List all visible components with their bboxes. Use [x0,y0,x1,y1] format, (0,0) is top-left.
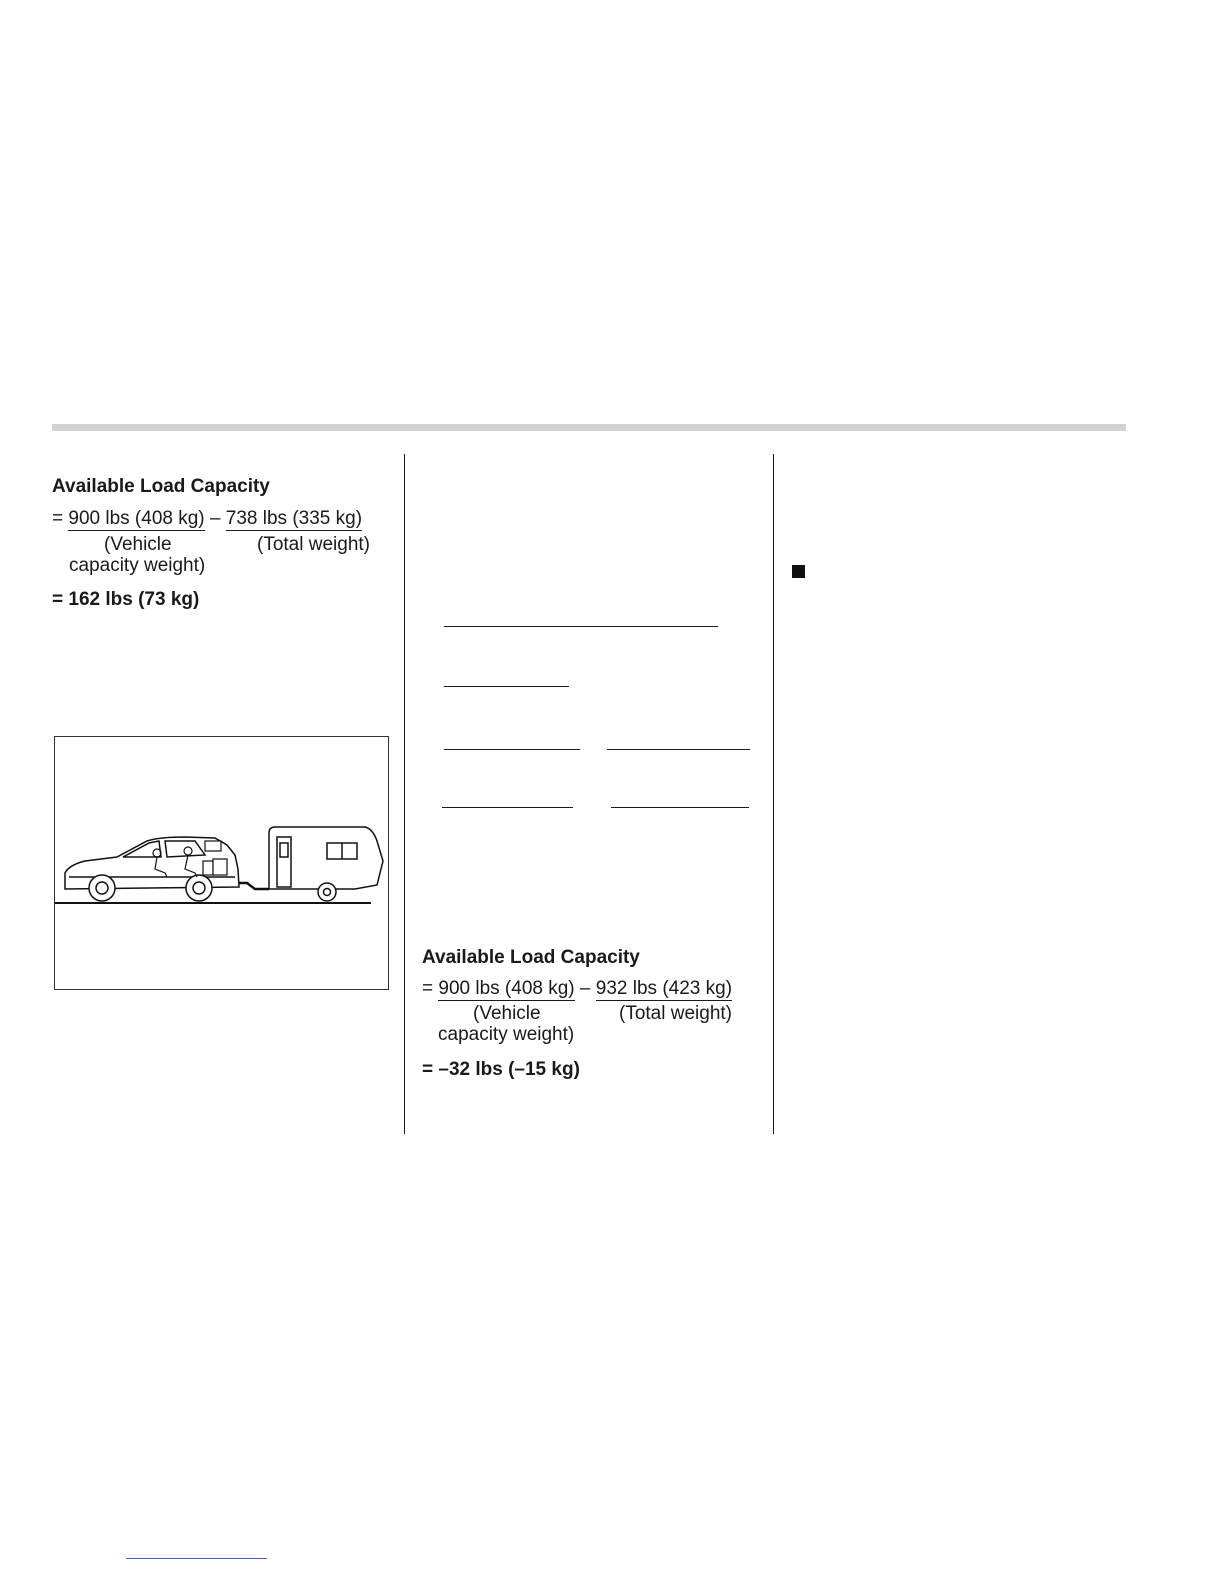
left-caption-total-weight: (Total weight) [257,534,370,555]
footer-link-underline[interactable] [126,1558,267,1559]
left-caption-vehicle-2: capacity weight) [69,555,206,576]
left-term-total-weight: 738 lbs (335 kg) [225,508,363,529]
middle-term-total-weight: 932 lbs (423 kg) [595,978,733,999]
blank-line-2 [444,686,569,687]
middle-eq-prefix: = [422,978,434,999]
top-rule [52,424,1126,431]
left-term-vehicle-capacity: 900 lbs (408 kg) [68,508,205,529]
middle-minus: – [579,978,591,999]
left-result-value: 162 lbs (73 kg) [68,589,200,610]
left-caption-vehicle-1: (Vehicle [104,534,172,555]
middle-caption-total-weight: (Total weight) [619,1003,732,1024]
middle-result-value: –32 lbs (–15 kg) [438,1059,580,1080]
middle-caption-vehicle-1: (Vehicle [473,1003,541,1024]
left-result [52,589,199,611]
towing-illustration [55,737,388,989]
square-bullet-icon [792,565,805,578]
middle-term-vehicle-capacity: 900 lbs (408 kg) [438,978,575,999]
trailer-icon [269,827,383,901]
left-eq-prefix: = [52,508,64,529]
middle-equation [422,978,732,1000]
blank-line-1 [444,626,718,627]
blank-line-3 [444,749,580,750]
blank-line-5 [442,807,573,808]
left-heading: Available Load Capacity [52,476,270,497]
illustration-box [54,736,389,990]
left-equation [52,508,362,530]
left-result-prefix: = [52,589,69,610]
blank-line-6 [611,807,749,808]
middle-heading: Available Load Capacity [422,947,640,968]
column-divider-right [773,454,774,1134]
blank-line-4 [607,749,750,750]
column-divider-left [404,454,405,1134]
hitch-icon [239,883,269,889]
middle-caption-vehicle-2: capacity weight) [438,1024,575,1045]
middle-result-prefix: = [422,1059,439,1080]
left-minus: – [209,508,221,529]
middle-result [422,1059,580,1081]
